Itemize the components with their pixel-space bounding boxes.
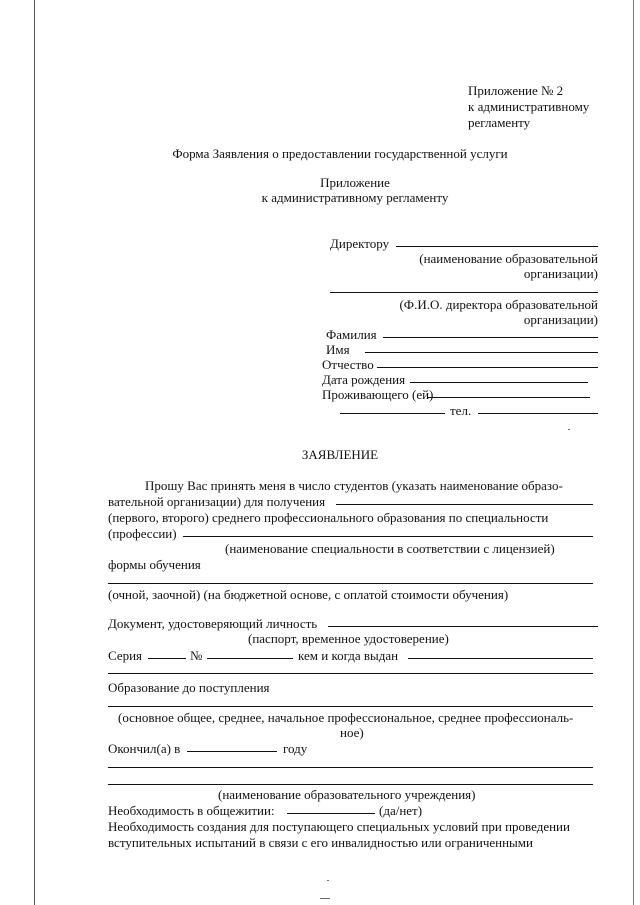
- id-doc-label: Документ, удостоверяющий личность: [108, 616, 318, 631]
- name-label: Имя: [326, 342, 350, 357]
- specialty-field[interactable]: [183, 536, 593, 537]
- director-field[interactable]: [396, 246, 598, 247]
- phone-field[interactable]: [478, 413, 598, 414]
- institution-hint: (наименование образовательного учреждения): [218, 787, 476, 802]
- scan-speck: [568, 429, 570, 430]
- fio-hint-line1: (Ф.И.О. директора образовательной: [399, 297, 598, 312]
- appendix2-line1: Приложение: [320, 175, 390, 190]
- education-field[interactable]: [108, 706, 593, 707]
- appendix2-line2: к административному регламенту: [261, 190, 449, 205]
- org-name-field[interactable]: [336, 504, 593, 505]
- residing-label: Проживающего (ей): [322, 387, 434, 402]
- year-label: году: [283, 741, 308, 756]
- special-line1: Необходимость создания для поступающего специальных условий при проведении: [108, 819, 570, 834]
- name-field[interactable]: [365, 352, 598, 353]
- issued-field-2[interactable]: [108, 673, 593, 674]
- institution-field[interactable]: [108, 767, 593, 768]
- address-field-2[interactable]: [340, 413, 445, 414]
- statement-p1-line3: (первого, второго) среднего профессионального образования по специальности: [108, 510, 549, 525]
- graduated-year-field[interactable]: [187, 751, 277, 752]
- appendix-line3: регламенту: [468, 115, 531, 130]
- education-label: Образование до поступления: [108, 680, 270, 695]
- page-edge-right: [633, 0, 634, 905]
- institution-field-2[interactable]: [108, 784, 593, 785]
- page-edge-left: [34, 0, 35, 905]
- patronymic-label: Отчество: [322, 357, 374, 372]
- education-hint-line2: ное): [340, 725, 364, 740]
- statement-p1-line2: вательной организации) для получения: [108, 494, 326, 509]
- series-label: Серия: [108, 648, 143, 663]
- director-label: Директору: [330, 236, 390, 251]
- graduated-label: Окончил(а) в: [108, 741, 181, 756]
- org-hint-line2: организации): [523, 266, 598, 281]
- appendix-number: Приложение № 2: [468, 83, 564, 98]
- phone-label: тел.: [450, 403, 472, 418]
- fio-hint-line2: организации): [523, 312, 598, 327]
- number-field[interactable]: [207, 658, 293, 659]
- statement-p1-line4: (профессии): [108, 526, 177, 541]
- address-field[interactable]: [428, 397, 590, 398]
- issued-field[interactable]: [408, 658, 593, 659]
- birthdate-field[interactable]: [410, 382, 588, 383]
- study-form-hint: (очной, заочной) (на бюджетной основе, с оплатой стоимости обучения): [108, 587, 509, 602]
- education-hint-line1: (основное общее, среднее, начальное профессиональное, среднее профессиональ-: [118, 710, 574, 725]
- scan-speck: [327, 880, 329, 881]
- id-doc-hint: (паспорт, временное удостоверение): [248, 631, 449, 646]
- scan-speck: [320, 898, 330, 899]
- statement-title: ЗАЯВЛЕНИЕ: [301, 447, 379, 462]
- special-line2: вступительных испытаний в связи с его инвалидностью или ограниченными: [108, 835, 533, 850]
- study-form-label: формы обучения: [108, 557, 201, 572]
- org-hint-line1: (наименование образовательной: [419, 251, 598, 266]
- statement-p1-line1: Прошу Вас принять меня в число студентов (указать наименование образо-: [145, 478, 563, 493]
- series-field[interactable]: [148, 658, 186, 659]
- issued-label: кем и когда выдан: [298, 648, 399, 663]
- surname-field[interactable]: [383, 337, 598, 338]
- form-title: Форма Заявления о предоставлении государственной услуги: [172, 146, 508, 161]
- id-doc-field[interactable]: [328, 626, 598, 627]
- appendix-line2: к административному: [468, 99, 590, 114]
- study-form-field[interactable]: [108, 583, 593, 584]
- dorm-hint: (да/нет): [379, 803, 423, 818]
- director-fio-field[interactable]: [330, 292, 598, 293]
- dorm-field[interactable]: [287, 813, 375, 814]
- patronymic-field[interactable]: [377, 367, 598, 368]
- dorm-label: Необходимость в общежитии:: [108, 803, 275, 818]
- birthdate-label: Дата рождения: [322, 372, 406, 387]
- number-label: №: [190, 648, 203, 663]
- surname-label: Фамилия: [326, 327, 377, 342]
- specialty-hint: (наименование специальности в соответствии с лицензией): [225, 541, 555, 556]
